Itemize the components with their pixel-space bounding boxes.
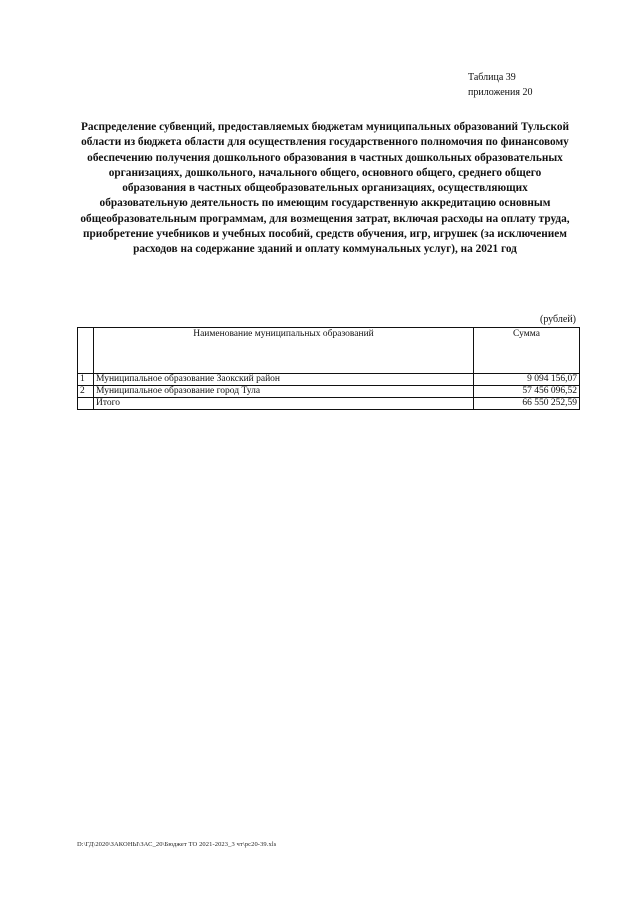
table-row <box>78 386 580 398</box>
table-number: Таблица 39 <box>468 72 516 83</box>
subsidy-table <box>77 327 580 410</box>
table-total-row <box>78 398 580 410</box>
row-number: 1 <box>78 374 94 386</box>
document-reference <box>468 70 618 100</box>
total-amount: 66 550 252,59 <box>474 398 580 410</box>
document-title: Распределение субвенций, предоставляемых бюджетам муниципальных образований Тульской области из бюджета области для осуществления государственного полномочия по финансовому обеспечению получения дошкольного образования в частных дошкольных образовательных организациях, дошкольного, начального общего, основного общего, среднего общего образования в частных общеобразовательных организациях, осуществляющих образовательную деятельность по имеющим государственную аккредитацию основным общеобразовательным программам, для возмещения затрат, включая расходы на оплату труда, приобретение учебников и учебных пособий, средств обучения, игр, игрушек (за исключением расходов на содержание зданий и оплату коммунальных услуг), на 2021 год <box>80 121 570 256</box>
column-header-number <box>78 328 94 374</box>
table-row <box>78 374 580 386</box>
row-number: 2 <box>78 386 94 398</box>
column-header-sum: Сумма <box>474 328 580 374</box>
subsidy-amount: 9 094 156,07 <box>474 374 580 386</box>
column-header-name: Наименование муниципальных образований <box>94 328 474 374</box>
total-label: Итого <box>94 398 474 410</box>
file-path-footer: D:\ГД\2020\ЗАКОНЫ\ЗАС_20\Бюджет ТО 2021-2023_3 чт\рс20-39.xls <box>77 841 277 848</box>
municipality-name: Муниципальное образование Заокский район <box>94 374 474 386</box>
units-label: (рублей) <box>539 314 576 325</box>
appendix-number: приложения 20 <box>468 87 533 98</box>
municipality-name: Муниципальное образование город Тула <box>94 386 474 398</box>
table-header-row <box>78 328 580 374</box>
total-number <box>78 398 94 410</box>
subsidy-amount: 57 456 096,52 <box>474 386 580 398</box>
